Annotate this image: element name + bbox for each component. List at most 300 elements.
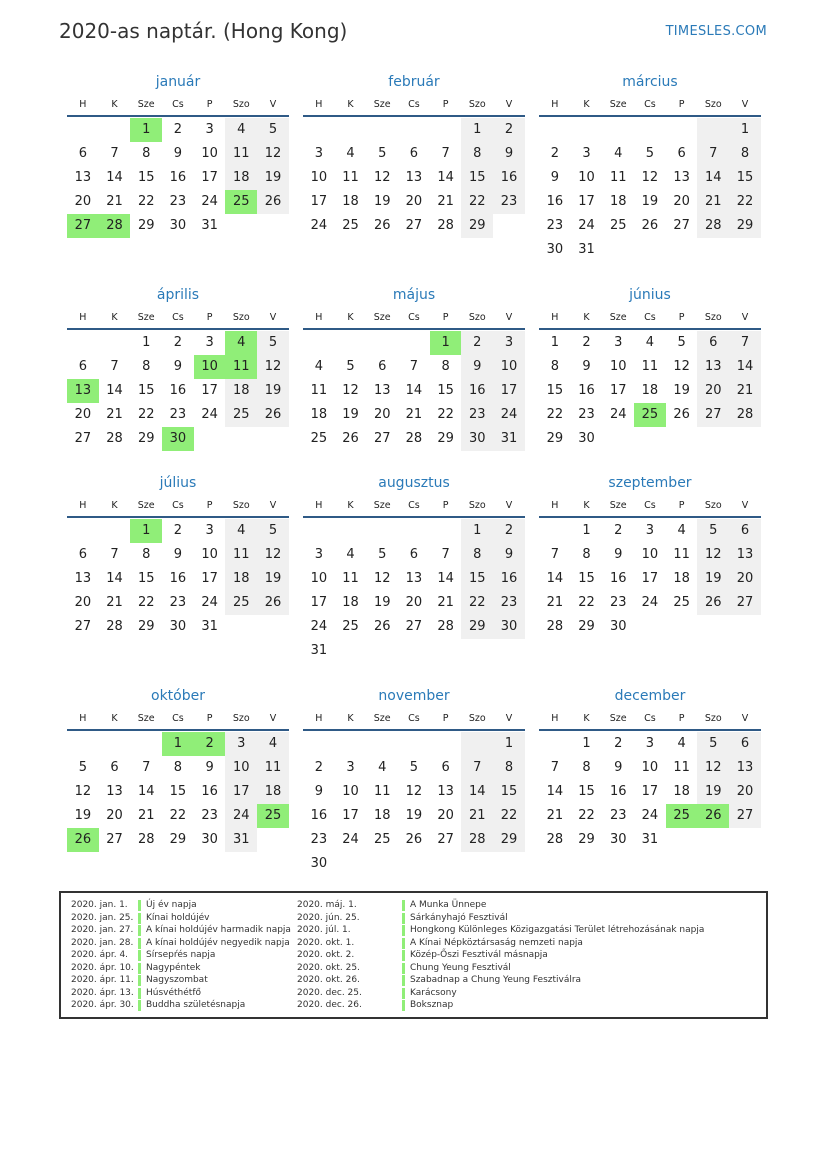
legend-date: 2020. okt. 1. bbox=[297, 937, 355, 948]
day-cell: 18 bbox=[342, 194, 359, 209]
day-cell: 25 bbox=[225, 403, 257, 427]
day-cell: 25 bbox=[373, 832, 391, 847]
weekday-label: Cs bbox=[408, 99, 420, 110]
day-cell: 5 bbox=[257, 331, 289, 355]
day-cell: 16 bbox=[493, 166, 525, 190]
day-cell: 6 bbox=[78, 547, 87, 562]
day-cell: 5 bbox=[257, 118, 289, 142]
day-cell: 21 bbox=[106, 194, 123, 209]
day-cell: 9 bbox=[173, 146, 183, 161]
empty-cell bbox=[67, 331, 99, 355]
day-cell: 17 bbox=[578, 194, 595, 209]
day-cell: 24 bbox=[201, 194, 218, 209]
legend-holiday-name: A kínai holdújév harmadik napja bbox=[146, 925, 291, 935]
weekday-label: P bbox=[442, 312, 449, 323]
weekday-label: K bbox=[111, 99, 118, 110]
day-cell: 11 bbox=[257, 756, 289, 780]
weekday-label: Sze bbox=[373, 500, 391, 511]
weekday-label: Cs bbox=[644, 713, 656, 724]
legend-holiday-name: Buddha születésnapja bbox=[146, 1000, 246, 1010]
weekday-label: V bbox=[269, 99, 277, 110]
day-cell: 17 bbox=[201, 170, 218, 185]
day-cell: 26 bbox=[373, 218, 391, 233]
day-cell: 25 bbox=[342, 218, 359, 233]
day-cell: 8 bbox=[461, 543, 493, 567]
day-cell: 6 bbox=[78, 359, 87, 374]
day-cell: 9 bbox=[550, 170, 559, 185]
day-cell: 29 bbox=[578, 619, 595, 634]
legend-holiday-name: Sárkányhajó Fesztivál bbox=[410, 912, 508, 923]
day-cell: 22 bbox=[169, 808, 187, 823]
day-cell: 29 bbox=[493, 828, 525, 852]
day-cell: 23 bbox=[609, 595, 627, 610]
empty-cell bbox=[99, 331, 131, 355]
empty-cell bbox=[303, 118, 335, 142]
day-cell: 3 bbox=[205, 523, 214, 538]
month-12 bbox=[539, 687, 761, 852]
day-cell: 29 bbox=[461, 214, 493, 238]
empty-cell bbox=[335, 519, 367, 543]
day-cell: 12 bbox=[373, 571, 391, 586]
month-name: december bbox=[614, 688, 686, 704]
weekday-label: Cs bbox=[644, 312, 656, 323]
legend-color-marker bbox=[402, 950, 405, 961]
day-cell: 16 bbox=[493, 567, 525, 591]
legend-date: 2020. jan. 28. bbox=[71, 937, 134, 948]
day-cell: 8 bbox=[142, 359, 151, 374]
day-cell: 26 bbox=[697, 591, 729, 615]
legend-holiday-name: Új év napja bbox=[146, 900, 197, 910]
legend-holiday-name: Kínai holdújév bbox=[146, 912, 210, 923]
empty-cell bbox=[303, 331, 335, 355]
weekday-label: V bbox=[741, 713, 749, 724]
day-cell: 22 bbox=[461, 591, 493, 615]
legend-color-marker bbox=[138, 950, 141, 961]
day-cell: 29 bbox=[437, 431, 454, 446]
weekday-label: Sze bbox=[373, 99, 391, 110]
legend-holiday-name: Nagypéntek bbox=[146, 962, 201, 973]
day-cell: 26 bbox=[257, 591, 289, 615]
day-cell: 12 bbox=[673, 359, 690, 374]
legend-date: 2020. ápr. 11. bbox=[71, 975, 134, 985]
weekday-label: Cs bbox=[408, 713, 420, 724]
empty-cell bbox=[666, 118, 698, 142]
day-cell: 28 bbox=[546, 832, 564, 847]
day-cell: 14 bbox=[546, 784, 564, 799]
empty-cell bbox=[539, 118, 571, 142]
empty-cell bbox=[398, 732, 430, 756]
day-cell: 11 bbox=[373, 784, 391, 799]
day-cell: 23 bbox=[169, 407, 187, 422]
day-cell: 19 bbox=[673, 383, 690, 398]
weekday-label: P bbox=[678, 312, 685, 323]
day-cell: 26 bbox=[673, 407, 690, 422]
legend-color-marker bbox=[138, 900, 141, 911]
weekday-header bbox=[539, 498, 761, 518]
day-cell: 11 bbox=[673, 547, 690, 562]
day-cell: 9 bbox=[614, 760, 623, 775]
legend-holiday-name: A Kínai Népköztársaság nemzeti napja bbox=[410, 937, 583, 948]
legend-holiday-name: Húsvéthétfő bbox=[146, 987, 201, 998]
day-cell: 5 bbox=[677, 335, 686, 350]
month-name: november bbox=[378, 688, 450, 704]
month-name: szeptember bbox=[608, 475, 692, 491]
day-cell: 4 bbox=[225, 519, 257, 543]
day-cell: 30 bbox=[201, 832, 218, 847]
weekday-label: K bbox=[583, 99, 590, 110]
weekday-header bbox=[303, 711, 525, 731]
weekday-header bbox=[303, 97, 525, 117]
day-cell: 7 bbox=[142, 760, 151, 775]
day-cell: 15 bbox=[137, 571, 155, 586]
day-cell: 23 bbox=[493, 591, 525, 615]
weekday-label: Sze bbox=[137, 713, 155, 724]
day-cell: 10 bbox=[609, 359, 627, 374]
day-cell: 30 bbox=[169, 218, 187, 233]
legend-date: 2020. okt. 26. bbox=[297, 975, 360, 985]
day-cell: 21 bbox=[729, 379, 761, 403]
day-cell: 7 bbox=[441, 547, 450, 562]
day-cell: 4 bbox=[614, 146, 623, 161]
day-cell: 28 bbox=[546, 619, 564, 634]
day-cell: 20 bbox=[437, 808, 454, 823]
day-cell: 19 bbox=[257, 379, 289, 403]
day-cell: 14 bbox=[106, 383, 123, 398]
day-cell: 15 bbox=[493, 780, 525, 804]
month-9 bbox=[539, 474, 761, 639]
day-cell: 22 bbox=[137, 194, 155, 209]
day-cell: 23 bbox=[493, 190, 525, 214]
day-cell: 28 bbox=[437, 619, 454, 634]
holiday-day-cell: 25 bbox=[634, 403, 666, 427]
day-cell: 19 bbox=[257, 166, 289, 190]
empty-cell bbox=[303, 519, 335, 543]
weekday-label: Cs bbox=[172, 500, 184, 511]
day-cell: 24 bbox=[201, 407, 218, 422]
day-cell: 4 bbox=[346, 146, 355, 161]
day-cell: 1 bbox=[582, 523, 591, 538]
day-cell: 8 bbox=[550, 359, 559, 374]
day-cell: 8 bbox=[493, 756, 525, 780]
day-cell: 10 bbox=[201, 146, 218, 161]
legend-color-marker bbox=[402, 988, 405, 999]
day-cell: 23 bbox=[201, 808, 218, 823]
day-cell: 5 bbox=[78, 760, 87, 775]
legend-holiday-name: A Munka Ünnepe bbox=[410, 900, 487, 910]
weekday-label: Cs bbox=[644, 500, 656, 511]
empty-cell bbox=[67, 732, 99, 756]
legend-color-marker bbox=[402, 1000, 405, 1011]
day-cell: 4 bbox=[257, 732, 289, 756]
day-cell: 31 bbox=[310, 643, 328, 658]
day-cell: 31 bbox=[493, 427, 525, 451]
holiday-day-cell: 1 bbox=[162, 732, 194, 756]
weekday-label: Sze bbox=[137, 312, 155, 323]
day-cell: 19 bbox=[342, 407, 359, 422]
weekday-label: K bbox=[347, 500, 354, 511]
day-cell: 16 bbox=[169, 571, 187, 586]
month-11 bbox=[303, 687, 525, 876]
day-cell: 5 bbox=[645, 146, 655, 161]
weekday-label: H bbox=[315, 99, 323, 110]
day-cell: 19 bbox=[641, 194, 659, 209]
day-cell: 10 bbox=[578, 170, 595, 185]
holiday-day-cell: 30 bbox=[162, 427, 194, 451]
day-cell: 2 bbox=[461, 331, 493, 355]
day-cell: 17 bbox=[342, 808, 359, 823]
day-cell: 2 bbox=[173, 523, 183, 538]
day-cell: 24 bbox=[310, 218, 328, 233]
day-cell: 22 bbox=[493, 804, 525, 828]
day-cell: 24 bbox=[578, 218, 595, 233]
day-cell: 10 bbox=[310, 571, 328, 586]
day-cell: 10 bbox=[310, 170, 328, 185]
day-cell: 15 bbox=[437, 383, 454, 398]
day-cell: 9 bbox=[493, 142, 525, 166]
day-cell: 8 bbox=[142, 547, 151, 562]
day-cell: 13 bbox=[106, 784, 123, 799]
day-cell: 18 bbox=[342, 595, 359, 610]
day-cell: 11 bbox=[225, 543, 257, 567]
day-cell: 29 bbox=[578, 832, 595, 847]
holiday-day-cell: 4 bbox=[225, 331, 257, 355]
day-cell: 7 bbox=[110, 547, 119, 562]
legend-color-marker bbox=[402, 925, 405, 936]
weekday-label: Cs bbox=[172, 99, 184, 110]
legend-date: 2020. ápr. 13. bbox=[71, 987, 134, 998]
day-cell: 15 bbox=[578, 784, 595, 799]
month-10 bbox=[67, 687, 289, 852]
weekday-label: Szo bbox=[232, 312, 250, 323]
weekday-label: K bbox=[347, 713, 354, 724]
day-cell: 22 bbox=[137, 407, 155, 422]
weekday-label: K bbox=[111, 500, 118, 511]
day-cell: 11 bbox=[609, 170, 627, 185]
day-cell: 3 bbox=[314, 547, 323, 562]
day-cell: 12 bbox=[74, 784, 92, 799]
day-cell: 22 bbox=[578, 595, 595, 610]
day-cell: 27 bbox=[729, 804, 761, 828]
weekday-label: Szo bbox=[468, 500, 486, 511]
day-cell: 20 bbox=[405, 194, 423, 209]
empty-cell bbox=[571, 118, 603, 142]
day-cell: 20 bbox=[729, 780, 761, 804]
weekday-label: V bbox=[269, 500, 277, 511]
day-cell: 16 bbox=[609, 571, 627, 586]
legend-color-marker bbox=[138, 913, 141, 924]
day-cell: 9 bbox=[614, 547, 623, 562]
day-cell: 11 bbox=[342, 170, 359, 185]
empty-cell bbox=[366, 118, 398, 142]
weekday-label: Szo bbox=[468, 99, 486, 110]
day-cell: 26 bbox=[257, 190, 289, 214]
weekday-label: P bbox=[206, 312, 213, 323]
weekday-label: P bbox=[678, 713, 685, 724]
legend-holiday-name: A kínai holdújév negyedik napja bbox=[146, 937, 290, 948]
day-cell: 4 bbox=[677, 523, 686, 538]
day-cell: 19 bbox=[405, 808, 423, 823]
weekday-label: H bbox=[551, 99, 559, 110]
day-cell: 27 bbox=[106, 832, 123, 847]
legend-holiday-name: Karácsony bbox=[410, 987, 457, 998]
day-cell: 12 bbox=[405, 784, 423, 799]
day-cell: 18 bbox=[641, 383, 659, 398]
legend-color-marker bbox=[402, 975, 405, 986]
day-cell: 18 bbox=[257, 780, 289, 804]
day-cell: 8 bbox=[142, 146, 151, 161]
day-cell: 9 bbox=[173, 359, 183, 374]
day-cell: 22 bbox=[461, 190, 493, 214]
day-cell: 24 bbox=[342, 832, 359, 847]
day-cell: 10 bbox=[201, 547, 218, 562]
day-cell: 13 bbox=[405, 571, 423, 586]
day-cell: 16 bbox=[546, 194, 564, 209]
day-cell: 25 bbox=[673, 595, 690, 610]
empty-cell bbox=[430, 732, 462, 756]
day-cell: 1 bbox=[142, 335, 151, 350]
day-cell: 12 bbox=[697, 756, 729, 780]
day-cell: 27 bbox=[729, 591, 761, 615]
day-cell: 18 bbox=[609, 194, 627, 209]
month-4 bbox=[67, 286, 289, 451]
day-cell: 19 bbox=[373, 194, 391, 209]
day-cell: 20 bbox=[405, 595, 423, 610]
day-cell: 1 bbox=[729, 118, 761, 142]
weekday-label: Sze bbox=[373, 713, 391, 724]
day-cell: 8 bbox=[173, 760, 183, 775]
month-name: március bbox=[622, 74, 678, 90]
day-cell: 29 bbox=[137, 619, 155, 634]
day-cell: 2 bbox=[614, 523, 623, 538]
day-cell: 19 bbox=[697, 780, 729, 804]
holiday-day-cell: 10 bbox=[194, 355, 226, 379]
day-cell: 30 bbox=[546, 242, 564, 257]
weekday-label: Cs bbox=[408, 312, 420, 323]
day-cell: 3 bbox=[645, 523, 655, 538]
day-cell: 19 bbox=[697, 567, 729, 591]
day-cell: 30 bbox=[310, 856, 328, 871]
legend-date: 2020. júl. 1. bbox=[297, 925, 351, 935]
weekday-label: H bbox=[79, 713, 87, 724]
legend-color-marker bbox=[138, 1000, 141, 1011]
day-cell: 13 bbox=[405, 170, 423, 185]
legend-date: 2020. jan. 1. bbox=[71, 900, 128, 910]
day-grid bbox=[303, 519, 525, 663]
legend-holiday-name: Hongkong Különleges Közigazgatási Terület létrehozásának napja bbox=[410, 925, 705, 935]
day-grid bbox=[539, 519, 761, 639]
brand-link[interactable]: TIMESLES.COM bbox=[665, 24, 767, 39]
day-cell: 6 bbox=[697, 331, 729, 355]
day-cell: 10 bbox=[342, 784, 359, 799]
empty-cell bbox=[539, 519, 571, 543]
legend-date: 2020. dec. 26. bbox=[297, 1000, 362, 1010]
weekday-label: V bbox=[269, 713, 277, 724]
weekday-label: P bbox=[678, 500, 685, 511]
month-name: október bbox=[151, 688, 205, 704]
day-cell: 10 bbox=[225, 756, 257, 780]
day-cell: 24 bbox=[201, 595, 218, 610]
day-cell: 12 bbox=[257, 543, 289, 567]
month-name: május bbox=[392, 287, 436, 303]
day-cell: 6 bbox=[78, 146, 87, 161]
weekday-label: Szo bbox=[704, 500, 722, 511]
day-cell: 12 bbox=[342, 383, 359, 398]
day-cell: 18 bbox=[673, 784, 690, 799]
day-cell: 30 bbox=[461, 427, 493, 451]
weekday-label: Szo bbox=[704, 713, 722, 724]
day-cell: 21 bbox=[546, 595, 564, 610]
weekday-header bbox=[539, 97, 761, 117]
weekday-header bbox=[67, 711, 289, 731]
weekday-label: K bbox=[583, 500, 590, 511]
legend-color-marker bbox=[402, 963, 405, 974]
day-cell: 3 bbox=[314, 146, 323, 161]
day-cell: 18 bbox=[673, 571, 690, 586]
weekday-label: Szo bbox=[704, 312, 722, 323]
weekday-label: K bbox=[111, 312, 118, 323]
day-cell: 6 bbox=[729, 519, 761, 543]
weekday-label: Szo bbox=[232, 99, 250, 110]
day-cell: 13 bbox=[697, 355, 729, 379]
legend-color-marker bbox=[402, 938, 405, 949]
day-cell: 28 bbox=[106, 619, 123, 634]
weekday-label: H bbox=[79, 99, 87, 110]
weekday-label: H bbox=[79, 312, 87, 323]
day-cell: 26 bbox=[641, 218, 659, 233]
day-cell: 12 bbox=[257, 142, 289, 166]
day-cell: 6 bbox=[409, 146, 419, 161]
day-cell: 13 bbox=[373, 383, 391, 398]
weekday-label: P bbox=[206, 99, 213, 110]
day-cell: 11 bbox=[673, 760, 690, 775]
day-cell: 9 bbox=[314, 784, 323, 799]
day-cell: 17 bbox=[641, 784, 659, 799]
day-cell: 16 bbox=[461, 379, 493, 403]
day-cell: 14 bbox=[437, 571, 454, 586]
holiday-day-cell: 2 bbox=[194, 732, 226, 756]
day-cell: 5 bbox=[378, 146, 387, 161]
day-grid bbox=[303, 331, 525, 451]
month-name: július bbox=[159, 475, 197, 491]
day-cell: 31 bbox=[225, 828, 257, 852]
day-cell: 20 bbox=[106, 808, 123, 823]
day-cell: 23 bbox=[169, 194, 187, 209]
day-cell: 10 bbox=[493, 355, 525, 379]
weekday-label: H bbox=[551, 500, 559, 511]
day-cell: 3 bbox=[205, 335, 214, 350]
day-grid bbox=[539, 732, 761, 852]
day-cell: 27 bbox=[437, 832, 454, 847]
day-cell: 4 bbox=[225, 118, 257, 142]
day-cell: 23 bbox=[310, 832, 328, 847]
weekday-label: K bbox=[347, 312, 354, 323]
day-cell: 31 bbox=[578, 242, 595, 257]
legend-date: 2020. ápr. 10. bbox=[71, 962, 134, 973]
day-cell: 1 bbox=[461, 519, 493, 543]
holiday-day-cell: 25 bbox=[225, 190, 257, 214]
day-cell: 3 bbox=[645, 736, 655, 751]
legend-color-marker bbox=[138, 963, 141, 974]
day-cell: 23 bbox=[609, 808, 627, 823]
day-cell: 28 bbox=[729, 403, 761, 427]
day-cell: 14 bbox=[729, 355, 761, 379]
day-cell: 27 bbox=[373, 431, 391, 446]
month-name: június bbox=[629, 287, 671, 303]
day-cell: 17 bbox=[641, 571, 659, 586]
day-cell: 28 bbox=[461, 828, 493, 852]
weekday-label: V bbox=[741, 312, 749, 323]
weekday-label: V bbox=[505, 500, 513, 511]
